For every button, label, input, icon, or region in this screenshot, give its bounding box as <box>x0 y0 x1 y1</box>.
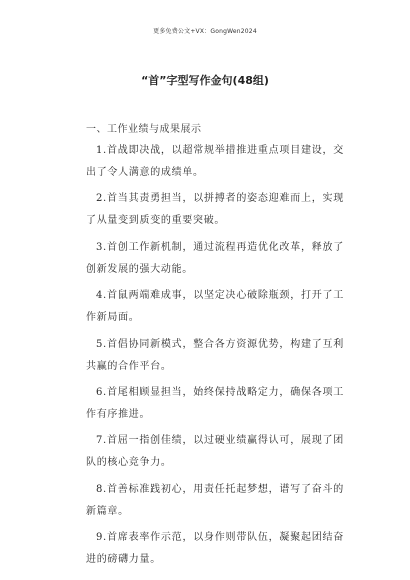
item-list <box>86 140 344 576</box>
list-item: 5.首倡协同新模式，整合各方资源优势，构建了互利共赢的合作平台。 <box>86 338 344 372</box>
list-item: 2.首当其责勇担当，以拼搏者的姿态迎难而上，实现了从量变到质变的重要突破。 <box>86 193 344 227</box>
list-item: 1.首战即决战，以超常规举措推进重点项目建设，交出了令人满意的成绩单。 <box>86 145 344 178</box>
list-item: 4.首鼠两端难成事，以坚定决心破除瓶颈，打开了工作新局面。 <box>86 290 344 324</box>
header-note: 更多免费公文+VX：GongWen2024 <box>153 28 257 35</box>
list-item: 8.首善标准践初心，用责任托起梦想，谱写了奋斗的新篇章。 <box>86 483 344 517</box>
list-item: 6.首尾相顾显担当，始终保持战略定力，确保各项工作有序推进。 <box>86 386 344 420</box>
list-item: 3.首创工作新机制，通过流程再造优化改革，释放了创新发展的强大动能。 <box>86 241 344 275</box>
document-title: “首”字型写作金句(48组) <box>141 74 269 87</box>
list-item: 9.首席表率作示范，以身作则带队伍，凝聚起团结奋进的磅礴力量。 <box>86 532 344 566</box>
section-heading: 一、工作业绩与成果展示 <box>86 124 202 135</box>
list-item: 7.首屈一指创佳绩，以过硬业绩赢得认可，展现了团队的核心竞争力。 <box>86 435 344 469</box>
